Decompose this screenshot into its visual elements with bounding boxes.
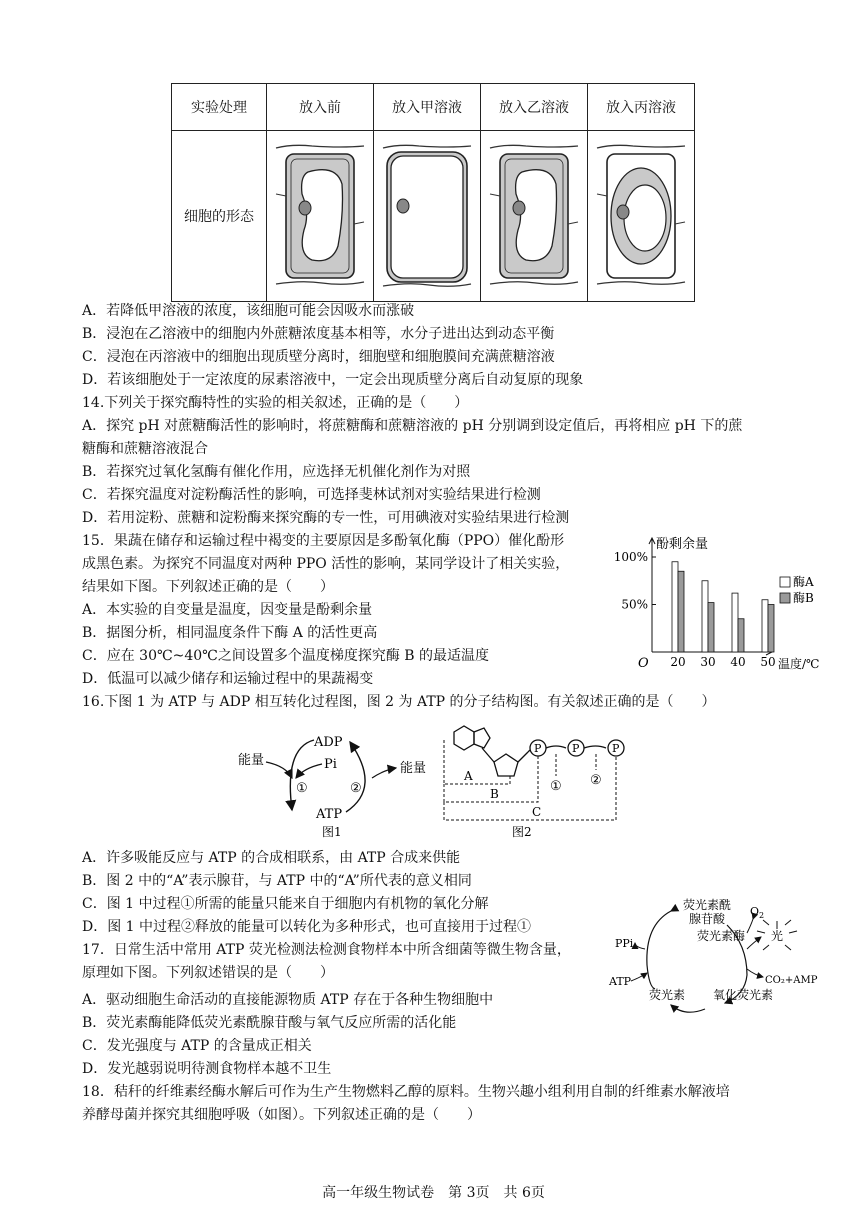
q17-oxyluciferin-label: 氧化荧光素 — [713, 988, 774, 1002]
phosphate-label: P — [534, 742, 542, 755]
chart-bar — [702, 581, 708, 652]
q17-atp-label: ATP — [609, 975, 632, 988]
q17-ppi-label: PPi — [615, 937, 634, 950]
chart-x-label: 温度/℃ — [778, 657, 820, 671]
fig2-bond-2-label: ② — [590, 773, 602, 788]
table-header: 实验处理 — [172, 84, 267, 131]
fig2-a-label: A — [464, 769, 473, 783]
chart-x-tick-label: 40 — [730, 655, 746, 669]
cell-image-solution-a — [374, 131, 481, 302]
table-header: 放入丙溶液 — [588, 84, 695, 131]
q18-line: 养酵母菌并探究其细胞呼吸（如图）。下列叙述正确的是（ ） — [82, 1107, 481, 1123]
chart-y-tick-label: 50% — [621, 597, 648, 612]
q17-option-a: A．驱动细胞生命活动的直接能源物质 ATP 存在于各种生物细胞中 — [82, 992, 494, 1008]
q17-option-c: C．发光强度与 ATP 的含量成正相关 — [82, 1038, 312, 1054]
q17-stem-line: 原理如下图。下列叙述错误的是（ ） — [82, 965, 334, 981]
fig1-energy-left-label: 能量 — [238, 753, 265, 768]
chart-x-tick-label: 20 — [670, 655, 686, 669]
chart-bar — [732, 593, 738, 652]
q17-top-label-1: 荧光素酰 — [683, 898, 732, 912]
q17-stem-line: 17．日常生活中常用 ATP 荧光检测法检测食物样本中所含细菌等微生物含量， — [82, 942, 571, 958]
q17-luciferin-label: 荧光素 — [649, 988, 686, 1002]
fig1-adp-label: ADP — [314, 735, 343, 750]
fig1-atp-label: ATP — [316, 807, 343, 822]
chart-x-tick-label: 30 — [700, 655, 716, 669]
legend-swatch — [780, 593, 790, 603]
q16-option-d: D．图 1 中过程②释放的能量可以转化为多种形式，也可直接用于过程① — [82, 919, 532, 935]
q17-enzyme-label: 荧光素酶 — [697, 929, 746, 943]
q15-option-c: C．应在 30℃~40℃之间设置多个温度梯度探究酶 B 的最适温度 — [82, 648, 490, 664]
q18-line: 18．秸秆的纤维素经酶水解后可作为生产生物燃料乙醇的原料。生物兴趣小组利用自制的纤维素水解液培 — [82, 1084, 730, 1100]
chart-origin-label: O — [638, 656, 649, 671]
q16-option-b: B．图 2 中的“A”表示腺苷，与 ATP 中的“A”所代表的意义相同 — [82, 873, 472, 889]
table-header: 放入乙溶液 — [481, 84, 588, 131]
phenol-residue-bar-chart — [610, 528, 840, 678]
fig1-energy-right-label: 能量 — [400, 761, 427, 776]
q14-option-d: D．若用淀粉、蔗糖和淀粉酶来探究酶的专一性，可用碘液对实验结果进行检测 — [82, 510, 570, 526]
q13-option-d: D．若该细胞处于一定浓度的尿素溶液中，一定会出现质壁分离后自动复原的现象 — [82, 372, 584, 388]
q16-option-a: A．许多吸能反应与 ATP 的合成相联系，由 ATP 合成来供能 — [82, 850, 461, 866]
chart-y-tick-label: 100% — [613, 550, 648, 564]
q13-option-b: B．浸泡在乙溶液中的细胞内外蔗糖浓度基本相等，水分子进出达到动态平衡 — [82, 326, 555, 342]
chart-y-label: 酚剩余量 — [656, 537, 709, 552]
atp-adp-cycle-figure — [234, 728, 434, 838]
q15-option-d: D．低温可以减少储存和运输过程中的果蔬褐变 — [82, 671, 374, 687]
q17-option-b: B．荧光素酶能降低荧光素酰腺苷酸与氧气反应所需的活化能 — [82, 1015, 457, 1031]
legend-swatch — [780, 577, 790, 587]
phosphate-label: P — [572, 742, 580, 755]
q16-stem: 16.下图 1 为 ATP 与 ADP 相互转化过程图，图 2 为 ATP 的分子结构图。有关叙述正确的是（ ） — [82, 694, 716, 710]
fig1-process-1-label: ① — [296, 781, 308, 796]
q13-option-a: A．若降低甲溶液的浓度，该细胞可能会因吸水而涨破 — [82, 303, 415, 319]
fig2-b-label: B — [490, 787, 499, 801]
q14-option-a-cont: 糖酶和蔗糖溶液混合 — [82, 441, 208, 457]
q15-stem-line: 成黑色素。为探究不同温度对两种 PPO 活性的影响，某同学设计了相关实验， — [82, 556, 570, 572]
chart-x-tick-label: 50 — [760, 655, 776, 669]
fig2-c-label: C — [532, 805, 542, 819]
table-header: 放入前 — [267, 84, 374, 131]
chart-bar — [768, 605, 774, 653]
q14-option-c: C．若探究温度对淀粉酶活性的影响，可选择斐林试剂对实验结果进行检测 — [82, 487, 541, 503]
table-header: 放入甲溶液 — [374, 84, 481, 131]
q15-stem-line: 15．果蔬在储存和运输过程中褐变的主要原因是多酚氧化酶（PPO）催化酚形 — [82, 533, 565, 549]
chart-bar — [738, 619, 744, 652]
cell-image-before — [267, 131, 374, 302]
cell-image-solution-b — [481, 131, 588, 302]
fig1-process-2-label: ② — [350, 781, 362, 796]
fig1-pi-label: Pi — [324, 757, 337, 772]
q17-co2-amp-label: CO₂+AMP — [765, 975, 818, 986]
fig2-bond-1-label: ① — [550, 779, 562, 794]
q17-light-label: 光 — [771, 929, 784, 943]
q14-option-a: A．探究 pH 对蔗糖酶活性的影响时，将蔗糖酶和蔗糖溶液的 pH 分别调到设定值后，再将相应 pH 下的蔗 — [82, 418, 743, 434]
q14-stem: 14.下列关于探究酶特性的实验的相关叙述，正确的是（ ） — [82, 395, 469, 411]
chart-bar — [762, 600, 768, 652]
chart-bar — [708, 603, 714, 652]
q17-option-d: D．发光越弱说明待测食物样本越不卫生 — [82, 1061, 332, 1077]
q13-option-c: C．浸泡在丙溶液中的细胞出现质壁分离时，细胞壁和细胞膜间充满蔗糖溶液 — [82, 349, 555, 365]
q14-option-b: B．若探究过氧化氢酶有催化作用，应选择无机催化剂作为对照 — [82, 464, 471, 480]
q15-option-b: B．据图分析，相同温度条件下酶 A 的活性更高 — [82, 625, 378, 641]
q15-option-a: A．本实验的自变量是温度，因变量是酚剩余量 — [82, 602, 373, 618]
chart-bar — [678, 571, 684, 652]
cell-image-solution-c — [588, 131, 695, 302]
cell-shape-table — [171, 83, 695, 302]
phosphate-label: P — [612, 742, 620, 755]
fig2-caption: 图2 — [512, 825, 532, 839]
atp-fluorescence-diagram — [605, 895, 835, 1025]
q15-stem-line: 结果如下图。下列叙述正确的是（ ） — [82, 579, 334, 595]
chart-bar — [672, 562, 678, 652]
page-footer: 高一年级生物试卷 第 3页 共 6页 — [322, 1185, 545, 1201]
fig1-caption: 图1 — [322, 825, 342, 838]
table-row-label: 细胞的形态 — [172, 131, 267, 302]
q17-top-label-2: 腺苷酸 — [689, 912, 726, 926]
legend-label: 酶A — [793, 575, 814, 589]
q17-o2-label: $O_2$ — [750, 905, 765, 920]
legend-label: 酶B — [793, 591, 814, 605]
q16-option-c: C．图 1 中过程①所需的能量只能来自于细胞内有机物的氧化分解 — [82, 896, 489, 912]
atp-structure-figure — [440, 720, 640, 840]
